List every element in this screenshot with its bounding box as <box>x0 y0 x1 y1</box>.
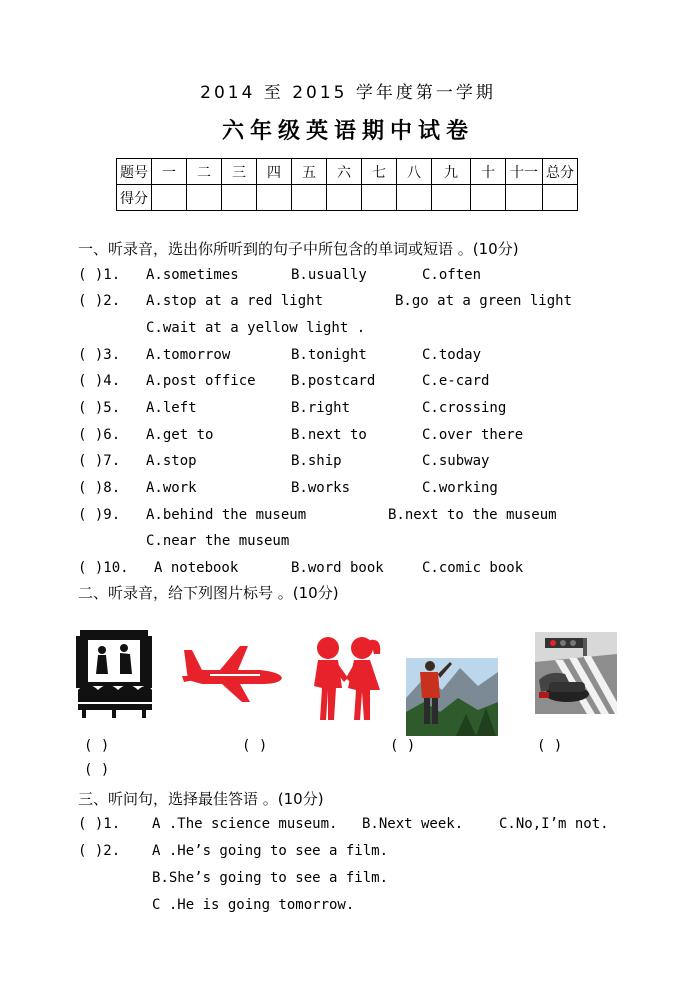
score-cell: 十 <box>471 159 506 185</box>
cinema-picture <box>74 628 154 718</box>
option-c: C.crossing <box>422 400 507 416</box>
score-cell: 总分 <box>543 159 578 185</box>
question-number[interactable]: ( )7. <box>78 453 121 469</box>
score-cell: 三 <box>222 159 257 185</box>
question-number[interactable]: ( )5. <box>78 400 121 416</box>
exam-term-title: 2014 至 2015 学年度第一学期 <box>200 83 496 103</box>
option-b: B.next to the museum <box>388 507 557 523</box>
option-c: C.over there <box>422 427 524 443</box>
option-b: B.postcard <box>291 373 376 389</box>
score-cell: 八 <box>397 159 432 185</box>
option-b: B.She’s going to see a film. <box>152 870 389 886</box>
option-b: B.right <box>291 400 351 416</box>
score-input-cell[interactable] <box>187 185 222 211</box>
score-table-header-row <box>117 159 578 185</box>
score-input-cell[interactable] <box>292 185 327 211</box>
section3-heading: 三、听问句，选择最佳答语 。(10分) <box>78 790 324 808</box>
option-c: C.comic book <box>422 560 524 576</box>
score-cell: 五 <box>292 159 327 185</box>
option-c: C.working <box>422 480 498 496</box>
picture-answer-blank[interactable]: ( ) <box>537 738 563 754</box>
score-cell: 二 <box>187 159 222 185</box>
score-cell: 九 <box>432 159 471 185</box>
option-c: C.today <box>422 347 482 363</box>
option-a: A.stop at a red light <box>146 293 324 309</box>
question-number[interactable]: ( )2. <box>78 843 121 859</box>
score-cell: 一 <box>152 159 187 185</box>
option-b: B.Next week. <box>362 816 464 832</box>
score-input-cell[interactable] <box>506 185 543 211</box>
airplane-picture <box>180 640 284 704</box>
option-a: A.get to <box>146 427 214 443</box>
option-b: B.ship <box>291 453 342 469</box>
score-input-cell[interactable] <box>432 185 471 211</box>
traffic-crossing-picture <box>535 632 617 714</box>
option-a: A.post office <box>146 373 256 389</box>
walking-children-picture <box>300 628 392 724</box>
option-b: B.go at a green light <box>395 293 573 309</box>
score-input-cell[interactable] <box>543 185 578 211</box>
section2-heading: 二、听录音，给下列图片标号 。(10分) <box>78 584 339 602</box>
option-a: A.tomorrow <box>146 347 231 363</box>
option-a: A .He’s going to see a film. <box>152 843 389 859</box>
score-table <box>116 158 578 211</box>
question-number[interactable]: ( )3. <box>78 347 121 363</box>
option-c: C.e-card <box>422 373 490 389</box>
option-c: C.wait at a yellow light . <box>146 320 366 336</box>
question-number[interactable]: ( )1. <box>78 267 121 283</box>
score-input-cell[interactable] <box>397 185 432 211</box>
option-b: B.usually <box>291 267 367 283</box>
score-input-cell[interactable] <box>222 185 257 211</box>
question-number[interactable]: ( )10. <box>78 560 129 576</box>
picture-answer-blank[interactable]: ( ) <box>242 738 268 754</box>
option-c: C.subway <box>422 453 490 469</box>
exam-title: 六年级英语期中试卷 <box>221 119 474 144</box>
score-cell: 得分 <box>117 185 152 211</box>
score-cell: 四 <box>257 159 292 185</box>
picture-answer-blank[interactable]: ( ) <box>84 738 110 754</box>
section1-heading: 一、听录音，选出你所听到的句子中所包含的单词或短语 。(10分) <box>78 240 519 258</box>
score-table-score-row <box>117 185 578 211</box>
score-input-cell[interactable] <box>362 185 397 211</box>
option-b: B.next to <box>291 427 367 443</box>
option-a: A .The science museum. <box>152 816 338 832</box>
question-number[interactable]: ( )9. <box>78 507 121 523</box>
picture-answer-blank[interactable]: ( ) <box>390 738 416 754</box>
option-c: C.No,I’m not. <box>499 816 609 832</box>
question-number[interactable]: ( )6. <box>78 427 121 443</box>
option-c: C.often <box>422 267 482 283</box>
score-input-cell[interactable] <box>327 185 362 211</box>
question-number[interactable]: ( )4. <box>78 373 121 389</box>
hiker-picture <box>406 658 498 736</box>
option-a: A.sometimes <box>146 267 239 283</box>
option-a: A notebook <box>154 560 239 576</box>
question-number[interactable]: ( )2. <box>78 293 121 309</box>
option-c: C.near the museum <box>146 533 290 549</box>
option-b: B.word book <box>291 560 384 576</box>
option-a: A.behind the museum <box>146 507 307 523</box>
option-a: A.work <box>146 480 197 496</box>
option-c: C .He is going tomorrow. <box>152 897 355 913</box>
option-a: A.left <box>146 400 197 416</box>
score-cell: 十一 <box>506 159 543 185</box>
option-a: A.stop <box>146 453 197 469</box>
score-input-cell[interactable] <box>257 185 292 211</box>
score-cell: 六 <box>327 159 362 185</box>
score-cell: 七 <box>362 159 397 185</box>
option-b: B.tonight <box>291 347 367 363</box>
picture-answer-blank[interactable]: ( ) <box>84 762 110 778</box>
score-cell: 题号 <box>117 159 152 185</box>
question-number[interactable]: ( )8. <box>78 480 121 496</box>
score-input-cell[interactable] <box>152 185 187 211</box>
score-input-cell[interactable] <box>471 185 506 211</box>
question-number[interactable]: ( )1. <box>78 816 121 832</box>
option-b: B.works <box>291 480 351 496</box>
